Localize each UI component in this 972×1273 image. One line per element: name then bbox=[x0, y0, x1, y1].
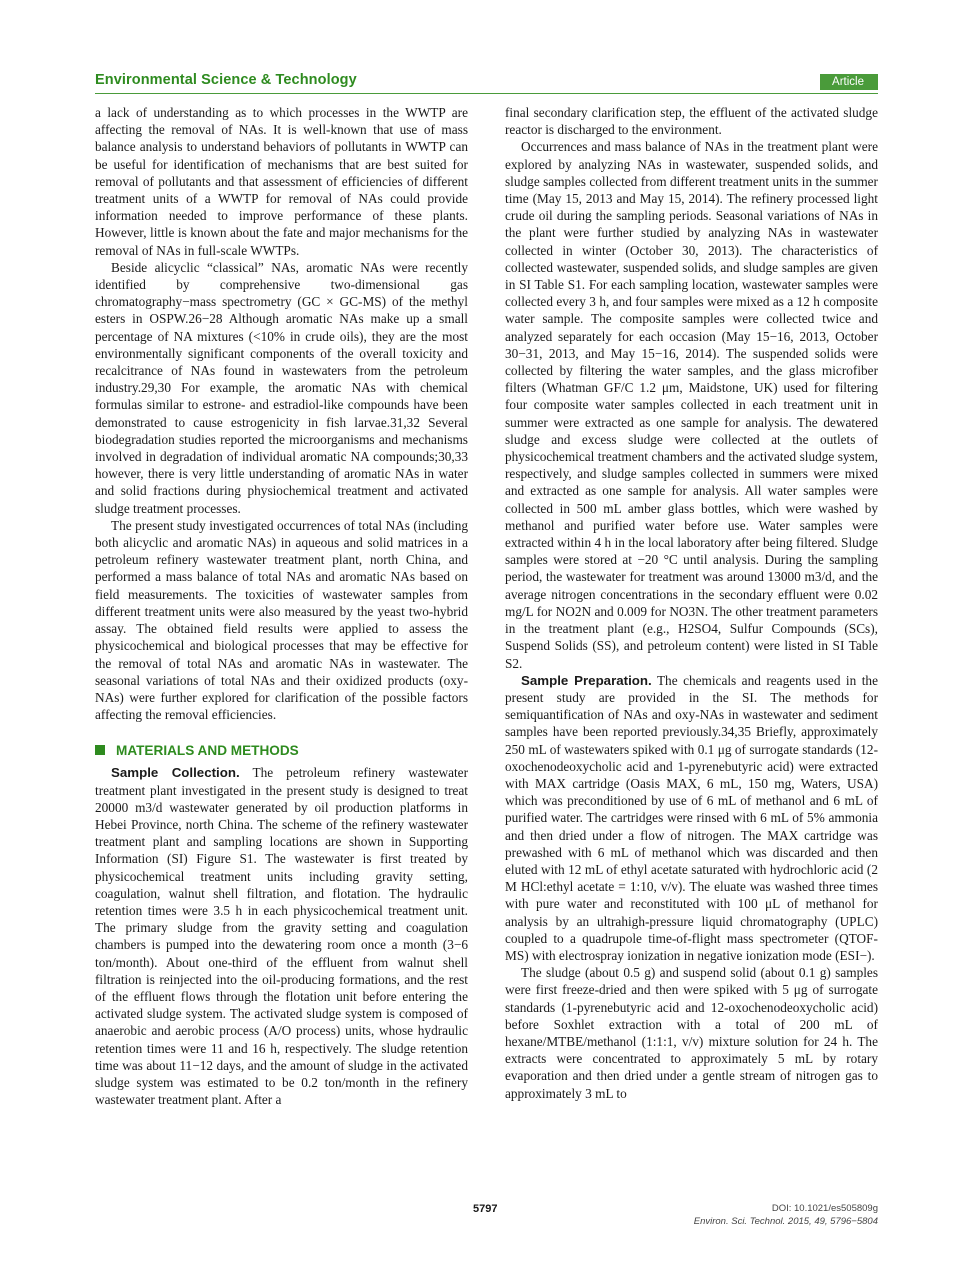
page-number: 5797 bbox=[473, 1203, 498, 1215]
paragraph bbox=[505, 672, 878, 964]
right-column bbox=[505, 104, 878, 1102]
paragraph-text: The chemicals and reagents used in the present study are provided in the SI. The methods for semiquantification of NAs and oxy-NAs in wastewater and sediment samples have been reported previously.34,35 Briefly, approximately 250 mL of wastewaters spiked with 0.1 μg of surrogate standards (12-oxochenodeoxycholic acid and 1-pyrenebutyric acid) were extracted with MAX cartridge (Oasis MAX, 6 mL, 150 mg, Waters, USA) which was preconditioned by use of 6 mL of methanol and 6 mL of purified water. The cartridges were rinsed with 6 mL of 5% ammonia and then dried under a flow of nitrogen. The MAX cartridge was prewashed with 6 mL of methanol which was discarded and then eluted with 12 mL of ethyl acetate saturated with hydrochloric acid (2 M HCl:ethyl acetate = 1:10, v/v). The eluate was washed three times with pure water and reconstituted with 100 μL of methanol for analysis by an ultrahigh-pressure liquid chromatography (UPLC) coupled to a quadrupole time-of-flight mass spectrometer (QTOF-MS) with electrospray ionization in negative ionization mode (ESI−). bbox=[505, 672, 878, 963]
section-heading-text: MATERIALS AND METHODS bbox=[116, 743, 299, 759]
paragraph: final secondary clarification step, the effluent of the activated sludge reactor is discharged to the environment. bbox=[505, 105, 878, 138]
article-badge: Article bbox=[820, 74, 878, 90]
paragraph bbox=[95, 764, 468, 1108]
section-heading bbox=[95, 742, 468, 759]
subsection-heading: Sample Collection. bbox=[111, 765, 240, 781]
journal-title: Environmental Science & Technology bbox=[95, 72, 357, 88]
paragraph: Beside alicyclic “classical” NAs, aromatic NAs were recently identified by comprehensive two-dimensional gas chromatography−mass spectrometry (GC × GC-MS) of the methyl esters in OSPW.26−28 Although aromatic NAs make up a small percentage of NA mixtures (<10% in crude oils), they are the most environmentally significant components of the overall toxicity and recalcitrance of NAs found in wastewaters from the petroleum industry.29,30 For example, the aromatic NAs with chemical formulas similar to estrone- and estradiol-like compounds have been demonstrated to cause estrogenicity in fish larvae.31,32 Several biodegradation studies reported the microorganisms and mechanisms involved in degradation of individual aromatic NA compounds;30,33 however, there is very little understanding of aromatic NAs in water and solid fractions during physiochemical treatment and activated sludge treatment processes. bbox=[95, 259, 468, 516]
page-header bbox=[95, 72, 878, 92]
paragraph: The present study investigated occurrences of total NAs (including both alicyclic and aromatic NAs) in aqueous and solid matrices in a petroleum refinery wastewater treatment plant, north China, and performed a mass balance of total NAs and aromatic NAs based on field measurements. The toxicities of wastewater samples from different treatment units were also measured by the yeast two-hybrid assay. The obtained field results were applied to assess the physicochemical and biological processes that may be effective for the removal of total NAs and aromatic NAs in wastewater. The seasonal variations of total NAs and their oxidized products (oxy-NAs) were further explored for clarification of the possible factors affecting the removal efficiencies. bbox=[95, 517, 468, 723]
paragraph-text: The petroleum refinery wastewater treatment plant investigated in the present study is designed to treat 20000 m3/d wastewater generated by oil production platforms in Hebei Province, north China. The scheme of the refinery wastewater treatment plant and sampling locations are shown in Supporting Information (SI) Figure S1. The wastewater is first treated by physicochemical treatment units including gravity setting, coagulation, walnut shell filtration, and flotation. The hydraulic retention times were 3.5 h in each physicochemical treatment unit. The primary sludge from the gravity setting and coagulation chambers is pumped into the dewatering room once a month (3−6 ton/month). About one-third of the effluent from walnut shell filtration is reinjected into the oil-producing formations, and the rest of the effluent flows through the flotation unit before entering the activated sludge system. The activated sludge system is composed of anaerobic and aerobic process (A/O process) units, whose hydraulic retention times were 11 and 16 h, respectively. The sludge retention time was about 11−12 days, and the amount of sludge in the activated sludge system was estimated to be 0.2 ton/month in the refinery wastewater treatment plant. After a bbox=[95, 765, 469, 1108]
journal-citation: Environ. Sci. Technol. 2015, 49, 5796−5804 bbox=[693, 1216, 878, 1227]
square-bullet-icon bbox=[95, 745, 105, 755]
paragraph: The sludge (about 0.5 g) and suspend solid (about 0.1 g) samples were first freeze-dried and then were spiked with 5 μg of surrogate standards (1-pyrenebutyric acid and 12-oxochenodeoxycholic acid) before Soxhlet extraction with a total of 200 mL of hexane/MTBE/methanol (1:1:1, v/v) mixture solution for 24 h. The extracts were concentrated to approximately 5 mL by rotary evaporation and then dried under a gentle stream of nitrogen gas to approximately 3 mL to bbox=[505, 965, 878, 1101]
doi-link[interactable]: DOI: 10.1021/es505809g bbox=[771, 1203, 878, 1214]
header-rule bbox=[95, 93, 878, 94]
paragraph: a lack of understanding as to which processes in the WWTP are affecting the removal of NAs. It is well-known that use of mass balance analysis to understand behaviors of pollutants in WWTP can be useful for identification of mechanisms that are best suited for removal of pollutants and that assessment of efficiencies of different treatment units of a WWTP for removal of NAs could provide information needed to improve performance of these plants. However, little is known about the fate and major mechanisms for the removal of NAs in full-scale WWTPs. bbox=[95, 105, 468, 258]
left-column bbox=[95, 104, 468, 1108]
paragraph: Occurrences and mass balance of NAs in the treatment plant were explored by analyzing NAs in wastewater, suspended solids, and sludge samples collected from different treatment units in the summer time (May 15, 2013 and May 15, 2014). The refinery processed light crude oil during the sampling periods. Seasonal variations of NAs in the plant were further studied by analyzing NAs in wastewater collected in winter (October 30, 2013). The characteristics of collected wastewater, suspended solids, and sludge samples are given in SI Table S1. For each sampling location, wastewater samples were collected every 3 h, and four samples were mixed as a 12 h composite water sample. The composite samples were collected twice and analyzed separately for each occasion (May 15−16, 2013, October 30−31, 2013, and May 15−16, 2014). The suspended solids were collected by filtering the water samples, and the glass microfiber filters (Whatman GF/C 1.2 μm, Maidstone, UK) used for filtering four composite water samples collected in each treatment unit in summer were extracted as one sample for analysis. The dewatered sludge and excess sludge were collected at the outlets of physicochemical treatment chambers and the activated sludge system, respectively, and sludge samples collected in summers were mixed and extracted as one sample for analysis. All water samples were collected in 500 mL amber glass bottles, which were washed by methanol and purified water before use. Water samples were extracted within 4 h in the local laboratory after being filtered. Sludge samples were stored at −20 °C until analysis. During the sampling period, the wastewater for treatment was around 13000 m3/d, and the average nitrogen concentrations in the secondary effluent were 0.02 mg/L for NO2N and 0.009 for NO3N. The other treatment parameters in the treatment plant (e.g., H2SO4, Sulfur Compounds (SCs), Suspend Solids (SS), and petroleum content) were listed in SI Table S2. bbox=[505, 139, 878, 671]
subsection-heading: Sample Preparation. bbox=[521, 672, 652, 688]
